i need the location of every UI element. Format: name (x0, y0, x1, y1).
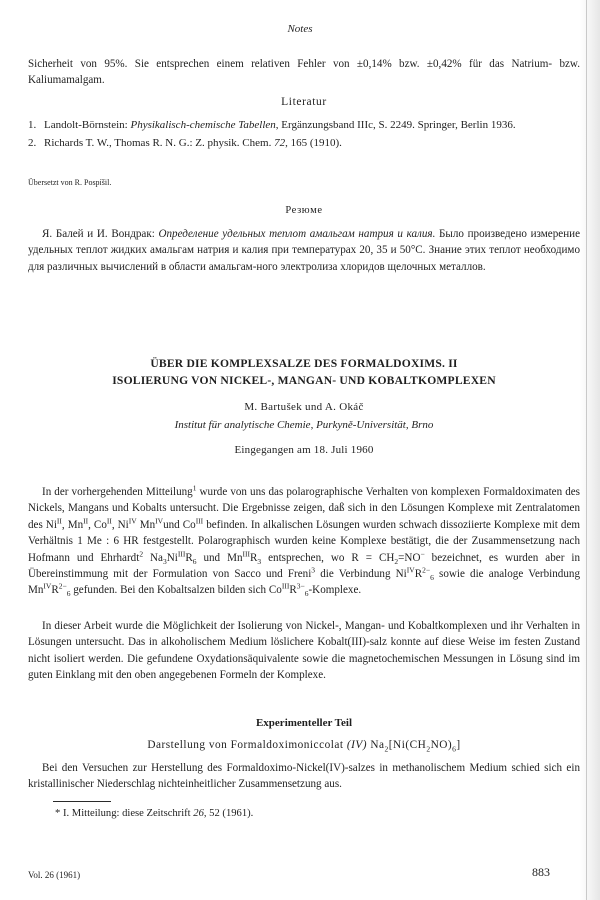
reference-item (28, 118, 580, 134)
article-title-line-2: ISOLIERUNG VON NICKEL-, MANGAN- UND KOBALTKOMPLEXEN (112, 374, 496, 387)
article-paragraph-1: In der vorhergehenden Mitteilung$^1$ wurde von uns das polarographische Verhalten von komplexen Formaldoximaten des Nickels, Mangans und Kobalts untersucht. Die Ergebnisse zeigen, daß sich in den Lösungen Komplexe mit Zentralatomen des $Ni^{II}$, $Mn^{II}$, $Co^{II}$, $Ni^{IV}$ $Mn^{IV}und$ $Co^{III}$ befinden. In alkalischen Lösungen wurden schwach dissoziierte Komplexe mit dem Verhältnis 1 Me : 6 HR festgestellt. Polarographisch wurden keine Komplexe bestätigt, die der Zusammensetzung nach Hofmann und Ehrhardt$^2$ $Na_3Ni^{III}R_6$ und $Mn^{III}R_3$ entsprechen, wo $R = CH_2=NO^-$ bezeichnet, es wurden aber in Übereinstimmung mit der Formulation von Sacco und Freni$^3$ die Verbindung $Ni^{IV}R^{2-}_6$ sowie die analoge Verbindung $Mn^{IV}R^{2-}_6$ gefunden. Bei den Kobaltsalzen bilden sich $Co^{III}R^{3-}_6$-Komplexe. (28, 483, 581, 599)
article-title-line-1: ÜBER DIE KOMPLEXSALZE DES FORMALDOXIMS. II (150, 357, 458, 370)
rezyume-paragraph (28, 226, 580, 275)
page-number: 883 (532, 865, 550, 879)
rezyume-heading: Резюме (285, 205, 323, 216)
reference-author: Richards T. W., Thomas R. N. G.: Z. physik. Chem. (44, 136, 275, 149)
previous-article-end-paragraph: Sicherheit von 95%. Sie entsprechen einem relativen Fehler von ±0,14% bzw. ±0,42% für das Natrium- bzw. Kaliumamalgam. (28, 58, 580, 87)
reference-text (44, 136, 580, 152)
article-authors: M. Bartušek und A. Okáč (244, 401, 364, 413)
rezyume-authors: Я. Балей и И. Вондрак: (42, 228, 159, 240)
reference-list (28, 118, 580, 151)
translator-credit: Übersetzt von R. Pospíšil. (28, 178, 112, 187)
experimental-heading: Experimenteller Teil (255, 717, 353, 729)
article-paragraph-3: Bei den Versuchen zur Herstellung des Formaldoximo-Nickel(IV)-salzes in methanolischem Medium schied sich ein kristallinischer Niederschlag nichteinheitlicher Zusammensetzung aus. (28, 762, 580, 791)
reference-number: 2. (28, 136, 37, 149)
journal-volume: Vol. 26 (1961) (28, 870, 81, 880)
footnote-rule (53, 801, 111, 802)
article-paragraph-2: In dieser Arbeit wurde die Möglichkeit der Isolierung von Nickel-, Mangan- und Kobaltkomplexen und ihr Verhalten in Lösungen untersucht. Das in alkoholischem Medium löslichere Kobalt(III)-salz konnte auf diese Weise im festen Zustand nicht isoliert werden. Die gefundene Oxydationsäquivalente sowie die magnetochemischen Messungen in Lösung sind im guten Einklang mit den oben angegebenen Formeln der Komplexe. (28, 620, 580, 682)
literatur-heading: Literatur (281, 96, 327, 108)
page-edge-shadow (580, 0, 600, 900)
reference-item (28, 136, 580, 152)
reference-title: Physikalisch-chemische Tabellen (130, 119, 276, 131)
reference-author: Landolt-Börnstein: (44, 119, 131, 131)
experimental-subtitle: Darstellung von Formaldoximoniccolat (IV) $Na_2[Ni(CH_2NO)_6]$ (147, 739, 461, 754)
article-title (28, 355, 580, 389)
rezyume-title: Определение удельных теплот амальгам натрия и калия. (158, 228, 436, 240)
page-edge-line (586, 0, 587, 900)
article-institute: Institut für analytische Chemie, Purkyně-Universität, Brno (174, 419, 434, 431)
received-date: Eingegangen am 18. Juli 1960 (234, 444, 374, 456)
rezyume-text: Было произведено измерение удельных теплот жидких амальгам натрия и калия при температурах 20, 35 и 50°С. Знание этих теплот необходимо для различных вычислений в области амальгам-ного электролиза хлоридов щелочных металлов. (28, 228, 580, 273)
reference-rest: , Ergänzungsband IIIc, S. 2249. Springer, Berlin 1936. (275, 119, 516, 131)
running-head: Notes (287, 23, 313, 35)
footnote: * I. Mitteilung: diese Zeitschrift 26, 52 (1961). (55, 808, 254, 819)
reference-number: 1. (28, 119, 37, 131)
reference-volume: 72 (274, 136, 286, 149)
reference-text (44, 118, 580, 134)
reference-rest: , 165 (1910). (285, 136, 342, 149)
